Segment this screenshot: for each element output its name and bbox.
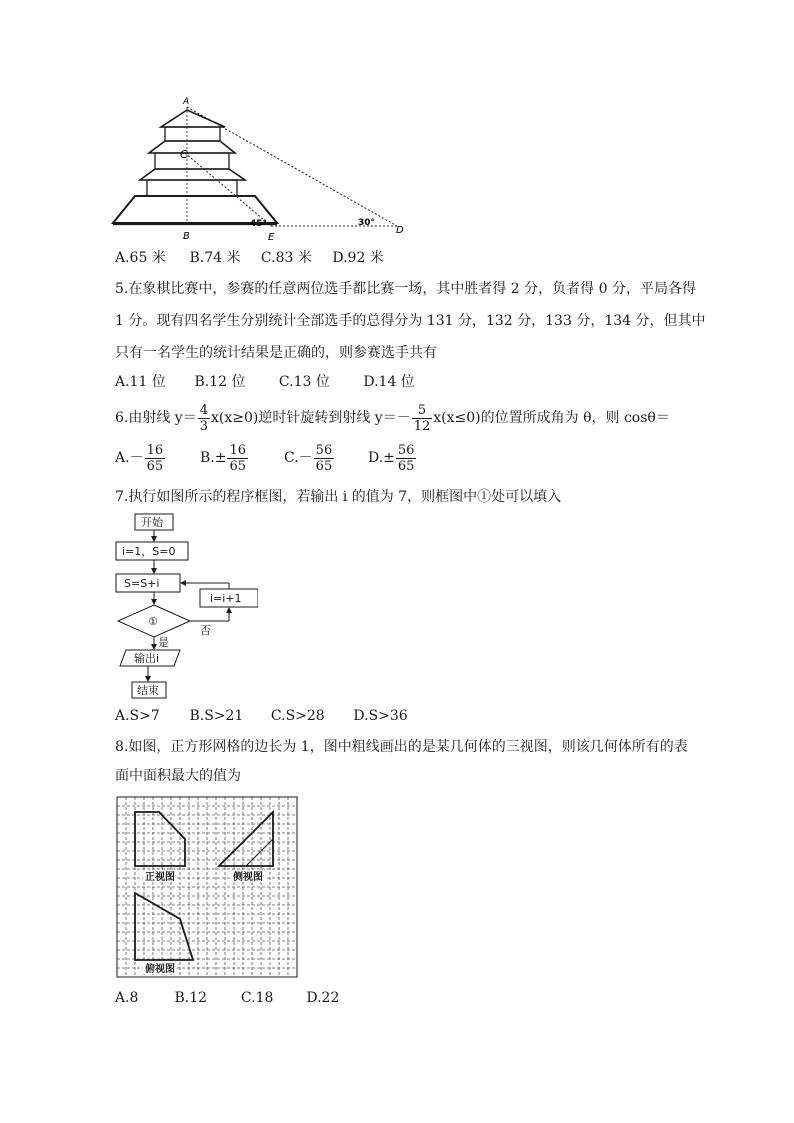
q6-option-d-prefix: D.± (368, 450, 395, 466)
flow-init-label: i=1，S=0 (122, 545, 176, 558)
q8-option-d[interactable]: D.22 (306, 990, 340, 1006)
q6-option-a-den: 65 (146, 458, 164, 474)
q6-option-a[interactable] (115, 443, 200, 474)
flow-end-label: 结束 (137, 684, 159, 697)
pagoda-body-3 (147, 180, 237, 196)
three-view-grid (113, 795, 299, 981)
q6-f1-num: 4 (199, 402, 208, 418)
q6-option-c-den: 65 (315, 458, 333, 474)
front-view-shape (135, 812, 185, 866)
flow-update-label: S=S+i (124, 577, 160, 590)
q6-option-a-prefix: A.－ (115, 450, 144, 466)
flowchart (108, 510, 258, 702)
q5-line-2: 1 分。现有四名学生分别统计全部选手的总得分为 131 分，132 分，133 分，134 分，但其中 (115, 313, 706, 329)
q5-option-c[interactable]: C.13 位 (278, 374, 330, 390)
q7-stem: 7.执行如图所示的程序框图，若输出 i 的值为 7，则框图中①处可以填入 (115, 489, 562, 505)
label-d: D (396, 225, 404, 236)
side-view-inner-line (246, 839, 273, 866)
q8-options (115, 988, 339, 1008)
q5-line-3: 只有一名学生的统计结果是正确的，则参赛选手共有 (115, 345, 437, 361)
q6-stem (115, 400, 670, 436)
flow-output-label: 输出i (134, 652, 160, 665)
q7-option-b[interactable]: B.S>21 (189, 708, 244, 724)
q6-option-b[interactable] (200, 443, 284, 474)
flow-no-label: 否 (200, 624, 211, 637)
q7-options (115, 706, 408, 726)
q4-options (115, 248, 384, 268)
pagoda-roof-3 (140, 169, 245, 180)
label-b: B (183, 231, 190, 242)
q6-mid1: x(x≥0)逆时针旋转到射线 y＝－ (211, 410, 411, 426)
q6-f2-num: 5 (412, 403, 433, 419)
line-ce (185, 153, 271, 226)
q6-options (115, 440, 417, 476)
pagoda-body-1 (165, 127, 220, 141)
q4-option-b[interactable]: B.74 米 (189, 250, 241, 266)
side-view-label: 侧视图 (233, 872, 263, 883)
q6-option-a-frac (145, 443, 166, 474)
line-ad (187, 107, 397, 226)
q6-option-b-num: 16 (229, 442, 247, 458)
q6-option-b-frac (227, 443, 248, 474)
flow-start-label: 开始 (141, 516, 163, 529)
q7-option-c[interactable]: C.S>28 (270, 708, 325, 724)
q6-option-a-num: 16 (146, 442, 164, 458)
q6-option-c-prefix: C.－ (284, 450, 313, 466)
q6-option-d[interactable] (368, 443, 417, 474)
label-c: C (180, 148, 188, 161)
q6-option-c-frac (314, 443, 335, 474)
q8-option-a[interactable]: A.8 (115, 990, 139, 1006)
q6-option-c[interactable] (284, 443, 368, 474)
flow-yes-label: 是 (158, 636, 169, 649)
q7-option-d[interactable]: D.S>36 (353, 708, 408, 724)
label-angle-45: 45° (250, 219, 268, 229)
pagoda-roof-1 (161, 110, 225, 127)
q6-f2-den: 12 (413, 418, 431, 434)
pagoda-roof-2 (149, 141, 235, 153)
flow-cond-label: ① (148, 615, 158, 628)
side-view-shape (219, 812, 273, 866)
q5-option-d[interactable]: D.14 位 (363, 374, 415, 390)
flow-incr-label: i=i+1 (210, 592, 242, 605)
q6-option-b-prefix: B.± (200, 450, 227, 466)
q8-option-c[interactable]: C.18 (240, 990, 274, 1006)
q4-option-c[interactable]: C.83 米 (260, 250, 312, 266)
q4-option-a[interactable]: A.65 米 (115, 250, 166, 266)
pagoda-body-2 (155, 153, 229, 169)
q4-option-d[interactable]: D.92 米 (332, 250, 384, 266)
q6-f1-den: 3 (199, 418, 208, 434)
q6-option-d-num: 56 (397, 442, 415, 458)
q5-option-b[interactable]: B.12 位 (194, 374, 246, 390)
q6-fraction-2 (412, 403, 433, 434)
pagoda-figure (105, 95, 415, 245)
q5-options (115, 372, 415, 392)
q5-line-1: 5.在象棋比赛中，参赛的任意两位选手都比赛一场，其中胜者得 2 分，负者得 0 分，平局各得 (115, 281, 696, 297)
q8-line-1: 8.如图，正方形网格的边长为 1，图中粗线画出的是某几何体的三视图，则该几何体所有的表 (115, 739, 688, 755)
q5-option-a[interactable]: A.11 位 (115, 374, 166, 390)
q6-pre: 6.由射线 y＝ (115, 410, 197, 426)
top-view-label: 俯视图 (145, 964, 175, 975)
q8-line-2: 面中面积最大的值为 (115, 768, 241, 784)
label-angle-30: 30° (358, 218, 376, 228)
label-a: A (183, 97, 190, 107)
front-view-label: 正视图 (145, 872, 175, 883)
q6-option-c-num: 56 (315, 442, 333, 458)
q6-mid2: x(x≤0)的位置所成角为 θ，则 cosθ＝ (433, 410, 670, 426)
q6-fraction-1 (198, 403, 210, 434)
q6-option-b-den: 65 (229, 458, 247, 474)
q8-option-b[interactable]: B.12 (174, 990, 208, 1006)
q6-option-d-den: 65 (397, 458, 415, 474)
label-e: E (268, 232, 275, 243)
q6-option-d-frac (396, 443, 417, 474)
q7-option-a[interactable]: A.S>7 (115, 708, 160, 724)
